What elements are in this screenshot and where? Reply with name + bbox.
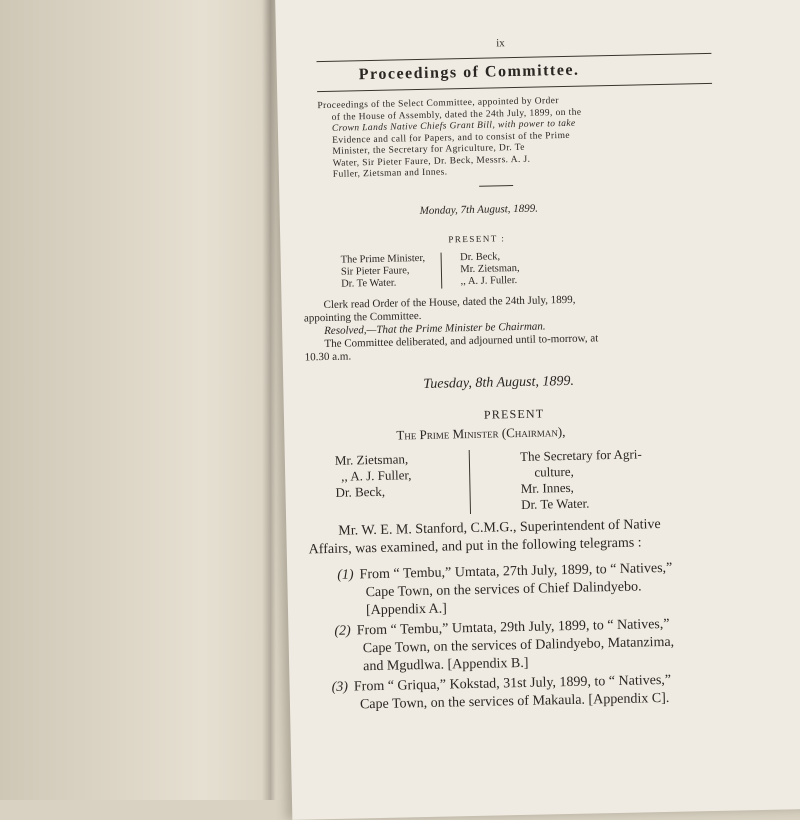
attendee: Dr. Beck,	[459, 251, 501, 264]
attendee: culture,	[534, 463, 574, 480]
minute-line: appointing the Committee.	[303, 310, 422, 325]
minute-line: The Committee deliberated, and adjourned until to-morrow, at	[324, 332, 599, 351]
intro-line: Fuller, Zietsman and Innes.	[332, 167, 448, 180]
examined-line: Mr. W. E. M. Stanford, C.M.G., Superintendent of Native	[338, 517, 661, 539]
meeting2-examined	[308, 514, 779, 560]
attendee: Dr. Te Water.	[341, 277, 397, 290]
section-divider	[479, 185, 513, 187]
telegram-number: (1)	[337, 567, 354, 583]
attendee: ,, A. J. Fuller,	[341, 467, 412, 484]
left-page	[0, 0, 290, 800]
meeting2-chairman: The Prime Minister (Chairman),	[396, 424, 566, 443]
telegram-line: [Appendix A.]	[365, 601, 448, 619]
meeting2-attendees	[335, 446, 643, 516]
minute-line: Resolved,—That the Prime Minister be Chairman.	[324, 320, 546, 338]
telegram-line: and Mgudlwa. [Appendix B.]	[363, 655, 529, 675]
title-rule-top	[316, 53, 711, 62]
meeting1-date: Monday, 7th August, 1899.	[419, 202, 539, 218]
meeting1-attendees-right	[460, 251, 520, 288]
meeting1-present-label: PRESENT :	[448, 233, 506, 245]
attendee: Dr. Beck,	[335, 483, 386, 500]
intro-line: Minister, the Secretary for Agriculture, Dr. Te	[332, 142, 525, 157]
attendee: Mr. Zietsman,	[334, 451, 409, 468]
intro-line: Evidence and call for Papers, and to consist of the Prime	[332, 130, 571, 146]
intro-line: Proceedings of the Select Committee, appointed by Order	[317, 96, 559, 112]
telegram-3	[331, 669, 800, 715]
attendee-divider	[469, 450, 471, 514]
intro-line: of the House of Assembly, dated the 24th July, 1899, on the	[331, 107, 582, 123]
minute-line: 10.30 a.m.	[304, 350, 352, 364]
page-title: Proceedings of Committee.	[358, 61, 580, 84]
telegram-line: From “ Griqua,” Kokstad, 31st July, 1899, to “ Natives,”	[353, 672, 672, 695]
meeting1-attendees	[341, 251, 520, 291]
intro-line: Water, Sir Pieter Faure, Dr. Beck, Messrs. A. J.	[332, 154, 531, 169]
attendee-divider	[441, 253, 443, 289]
telegram-number: (2)	[334, 623, 351, 639]
attendee: Mr. Innes,	[520, 479, 574, 496]
examined-line: Affairs, was examined, and put in the following telegrams :	[308, 535, 642, 558]
meeting1-attendees-left	[341, 253, 426, 291]
attendee: The Prime Minister,	[340, 252, 426, 266]
page-number: ix	[496, 37, 505, 50]
meeting2-attendees-right	[520, 446, 643, 513]
telegram-line: Cape Town, on the services of Dalindyebo, Matanzima,	[362, 634, 675, 657]
attendee: Mr. Zietsman,	[460, 262, 520, 276]
meeting2-date: Tuesday, 8th August, 1899.	[423, 373, 575, 392]
telegram-line: From “ Tembu,” Umtata, 27th July, 1899, to “ Natives,”	[359, 560, 673, 583]
telegram-line: From “ Tembu,” Umtata, 29th July, 1899, to “ Natives,”	[356, 616, 670, 639]
title-rule-bottom	[317, 83, 712, 92]
telegram-1	[337, 557, 800, 621]
meeting1-minutes	[303, 290, 734, 364]
attendee: Dr. Te Water.	[520, 495, 590, 512]
telegram-2	[334, 613, 800, 677]
attendee: The Secretary for Agri-	[519, 446, 642, 464]
attendee: Sir Pieter Faure,	[340, 265, 410, 278]
telegram-line: Cape Town, on the services of Chief Dalindyebo.	[365, 579, 642, 601]
meeting2-attendees-left	[335, 451, 412, 501]
attendee: ,, A. J. Fuller.	[460, 274, 518, 288]
telegram-number: (3)	[331, 679, 349, 695]
intro-line: Crown Lands Native Chiefs Grant Bill, with power to take	[331, 118, 576, 134]
minute-line: Clerk read Order of the House, dated the 24th July, 1899,	[323, 293, 576, 312]
document-page	[275, 0, 800, 820]
meeting2-present-label: PRESENT	[483, 406, 545, 422]
telegram-line: Cape Town, on the services of Makaula. [Appendix C].	[359, 690, 670, 713]
intro-paragraph	[317, 93, 714, 182]
book-gutter	[262, 0, 276, 800]
